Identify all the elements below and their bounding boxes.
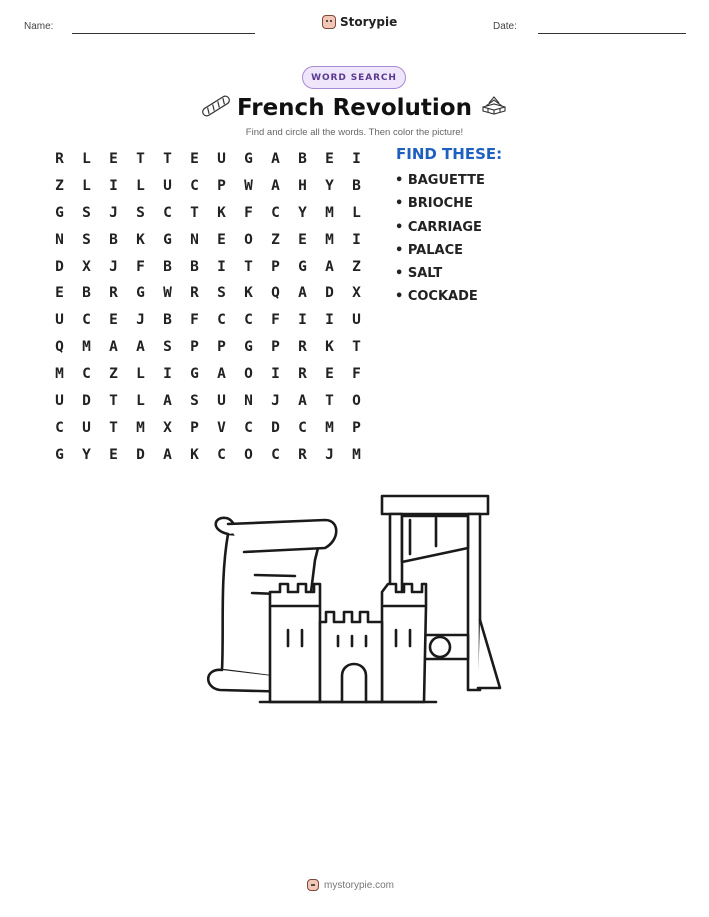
grid-cell[interactable]: R <box>298 366 307 383</box>
grid-cell[interactable]: A <box>163 393 172 410</box>
date-field-line[interactable] <box>538 33 686 34</box>
instructions: Find and circle all the words. Then color the picture! <box>245 127 464 138</box>
grid-cell[interactable]: S <box>82 204 91 221</box>
grid-cell[interactable]: G <box>190 366 199 383</box>
grid-cell[interactable]: J <box>136 312 145 329</box>
grid-cell[interactable]: B <box>190 258 199 275</box>
grid-cell[interactable]: I <box>352 151 361 167</box>
grid-cell[interactable]: P <box>217 339 226 356</box>
illustration <box>200 490 510 710</box>
grid-cell[interactable]: S <box>136 204 145 221</box>
grid-cell[interactable]: V <box>217 419 226 436</box>
grid-cell[interactable]: C <box>271 446 280 463</box>
grid-cell[interactable]: C <box>244 419 253 436</box>
grid-cell[interactable]: R <box>298 446 307 463</box>
grid-cell[interactable]: G <box>136 285 145 302</box>
grid-cell[interactable]: A <box>136 339 145 356</box>
grid-cell[interactable]: E <box>298 231 307 248</box>
grid-row <box>46 442 370 469</box>
grid-cell[interactable]: C <box>217 446 226 463</box>
word-search-badge: WORD SEARCH <box>302 66 406 89</box>
word-list-heading: FIND THESE: <box>396 145 503 163</box>
grid-cell[interactable]: Z <box>55 177 64 194</box>
grid-cell[interactable]: C <box>82 366 91 383</box>
castle-illustration <box>260 584 436 702</box>
grid-cell[interactable]: C <box>244 312 253 329</box>
grid-cell[interactable]: R <box>55 151 64 167</box>
grid-cell[interactable]: L <box>82 177 91 194</box>
grid-cell[interactable]: C <box>217 312 226 329</box>
grid-cell[interactable]: X <box>352 285 361 302</box>
grid-cell[interactable]: P <box>271 258 280 275</box>
grid-cell[interactable]: G <box>244 339 253 356</box>
word-list-item: • COCKADE <box>395 289 478 305</box>
grid-cell[interactable]: T <box>352 339 361 356</box>
footer <box>307 879 394 891</box>
grid-cell[interactable]: A <box>271 151 280 167</box>
grid-cell[interactable]: S <box>163 339 172 356</box>
grid-cell[interactable]: Z <box>352 258 361 275</box>
grid-cell[interactable]: U <box>55 393 64 410</box>
grid-cell[interactable]: G <box>55 446 64 463</box>
word-list-item: • CARRIAGE <box>395 219 482 235</box>
grid-cell[interactable]: E <box>109 151 118 167</box>
grid-cell[interactable]: T <box>109 419 118 436</box>
grid-cell[interactable]: X <box>82 258 91 275</box>
storypie-mascot-icon <box>307 879 319 891</box>
grid-cell[interactable]: J <box>109 204 118 221</box>
grid-cell[interactable]: F <box>271 312 280 329</box>
grid-cell[interactable]: H <box>298 177 307 194</box>
grid-cell[interactable]: T <box>163 151 172 167</box>
grid-cell[interactable]: O <box>244 366 253 383</box>
grid-cell[interactable]: P <box>271 339 280 356</box>
grid-cell[interactable]: B <box>298 151 307 167</box>
grid-cell[interactable]: B <box>163 312 172 329</box>
grid-row <box>46 361 370 388</box>
grid-cell[interactable]: U <box>217 151 226 167</box>
grid-cell[interactable]: D <box>82 393 91 410</box>
grid-cell[interactable]: E <box>55 285 64 302</box>
grid-cell[interactable]: B <box>163 258 172 275</box>
grid-row <box>46 200 370 227</box>
grid-row <box>46 227 370 254</box>
grid-cell[interactable]: I <box>271 366 280 383</box>
cake-icon <box>480 94 508 116</box>
grid-cell[interactable]: M <box>55 366 64 383</box>
grid-cell[interactable]: A <box>109 339 118 356</box>
grid-cell[interactable]: K <box>325 339 334 356</box>
grid-row <box>46 334 370 361</box>
grid-cell[interactable]: M <box>136 419 145 436</box>
grid-cell[interactable]: G <box>298 258 307 275</box>
grid-cell[interactable]: C <box>82 312 91 329</box>
grid-row <box>46 307 370 334</box>
grid-cell[interactable]: Z <box>109 366 118 383</box>
grid-cell[interactable]: S <box>82 231 91 248</box>
grid-cell[interactable]: Q <box>55 339 64 356</box>
grid-cell[interactable]: P <box>190 419 199 436</box>
grid-cell[interactable]: D <box>136 446 145 463</box>
name-field-line[interactable] <box>72 33 255 34</box>
grid-cell[interactable]: W <box>244 177 253 194</box>
grid-cell[interactable]: L <box>82 151 91 167</box>
grid-cell[interactable]: E <box>109 312 118 329</box>
grid-cell[interactable]: K <box>217 204 226 221</box>
brand-logo <box>322 12 397 32</box>
grid-cell[interactable]: R <box>298 339 307 356</box>
grid-row <box>46 280 370 307</box>
grid-cell[interactable]: D <box>271 419 280 436</box>
grid-cell[interactable]: K <box>244 285 253 302</box>
grid-cell[interactable]: I <box>352 231 361 248</box>
grid-cell[interactable]: A <box>163 446 172 463</box>
grid-cell[interactable]: J <box>325 446 334 463</box>
grid-cell[interactable]: E <box>325 366 334 383</box>
grid-cell[interactable]: R <box>109 285 118 302</box>
storypie-mascot-icon <box>322 15 336 29</box>
grid-cell[interactable]: U <box>352 312 361 329</box>
grid-cell[interactable]: E <box>217 231 226 248</box>
grid-cell[interactable]: A <box>271 177 280 194</box>
grid-cell[interactable]: B <box>352 177 361 194</box>
grid-cell[interactable]: C <box>163 204 172 221</box>
grid-row <box>46 146 370 173</box>
grid-cell[interactable]: P <box>352 419 361 436</box>
word-list-item: • SALT <box>395 266 443 282</box>
grid-cell[interactable]: J <box>109 258 118 275</box>
grid-cell[interactable]: U <box>55 312 64 329</box>
grid-cell[interactable]: O <box>244 231 253 248</box>
grid-cell[interactable]: F <box>352 366 361 383</box>
grid-cell[interactable]: A <box>298 393 307 410</box>
grid-cell[interactable]: I <box>325 312 334 329</box>
grid-cell[interactable]: C <box>298 419 307 436</box>
grid-cell[interactable]: S <box>190 393 199 410</box>
brand-name: Storypie <box>340 15 398 29</box>
grid-cell[interactable]: O <box>244 446 253 463</box>
grid-cell[interactable]: W <box>163 285 172 302</box>
grid-cell[interactable]: I <box>217 258 226 275</box>
grid-cell[interactable]: O <box>352 393 361 410</box>
grid-row <box>46 415 370 442</box>
grid-row <box>46 254 370 281</box>
grid-cell[interactable]: C <box>55 419 64 436</box>
grid-cell[interactable]: K <box>136 231 145 248</box>
grid-cell[interactable]: T <box>325 393 334 410</box>
grid-cell[interactable]: G <box>244 151 253 167</box>
grid-cell[interactable]: M <box>325 419 334 436</box>
grid-cell[interactable]: N <box>55 231 64 248</box>
grid-cell[interactable]: L <box>136 393 145 410</box>
page-title: French Revolution <box>237 95 472 121</box>
grid-cell[interactable]: E <box>325 151 334 167</box>
grid-cell[interactable]: M <box>325 231 334 248</box>
grid-cell[interactable]: U <box>217 393 226 410</box>
letter-grid[interactable] <box>46 146 370 469</box>
footer-url[interactable]: mystorypie.com <box>324 879 395 891</box>
grid-cell[interactable]: P <box>190 339 199 356</box>
name-label: Name: <box>24 21 54 32</box>
grid-cell[interactable]: Z <box>271 231 280 248</box>
grid-cell[interactable]: F <box>190 312 199 329</box>
grid-cell[interactable]: N <box>244 393 253 410</box>
grid-cell[interactable]: A <box>325 258 334 275</box>
grid-cell[interactable]: G <box>163 231 172 248</box>
grid-cell[interactable]: J <box>271 393 280 410</box>
grid-cell[interactable]: Y <box>82 446 91 463</box>
grid-cell[interactable]: T <box>244 258 253 275</box>
grid-cell[interactable]: Q <box>271 285 280 302</box>
word-list-item: • PALACE <box>395 242 463 258</box>
grid-cell[interactable]: C <box>190 177 199 194</box>
grid-cell[interactable]: C <box>271 204 280 221</box>
grid-cell[interactable]: M <box>325 204 334 221</box>
grid-cell[interactable]: T <box>136 151 145 167</box>
grid-cell[interactable]: B <box>109 231 118 248</box>
grid-cell[interactable]: U <box>82 419 91 436</box>
grid-cell[interactable]: M <box>82 339 91 356</box>
grid-cell[interactable]: X <box>163 419 172 436</box>
grid-cell[interactable]: I <box>298 312 307 329</box>
grid-cell[interactable]: Y <box>298 204 307 221</box>
grid-cell[interactable]: T <box>109 393 118 410</box>
grid-cell[interactable]: I <box>109 177 118 194</box>
grid-cell[interactable]: L <box>136 366 145 383</box>
grid-cell[interactable]: E <box>109 446 118 463</box>
grid-cell[interactable]: K <box>190 446 199 463</box>
grid-row <box>46 173 370 200</box>
grid-cell[interactable]: I <box>163 366 172 383</box>
grid-cell[interactable]: M <box>352 446 361 463</box>
grid-cell[interactable]: P <box>217 177 226 194</box>
grid-row <box>46 388 370 415</box>
grid-cell[interactable]: G <box>55 204 64 221</box>
grid-cell[interactable]: E <box>190 151 199 167</box>
word-list-item: • BAGUETTE <box>395 173 485 188</box>
grid-cell[interactable]: A <box>217 366 226 383</box>
grid-cell[interactable]: F <box>136 258 145 275</box>
grid-cell[interactable]: D <box>55 258 64 275</box>
word-list-item: • BRIOCHE <box>395 196 473 212</box>
word-list <box>395 172 485 312</box>
grid-cell[interactable]: D <box>325 285 334 302</box>
grid-cell[interactable]: B <box>82 285 91 302</box>
grid-cell[interactable]: Y <box>325 177 334 194</box>
grid-cell[interactable]: S <box>217 285 226 302</box>
grid-cell[interactable]: R <box>190 285 199 302</box>
date-label: Date: <box>493 21 517 32</box>
grid-cell[interactable]: U <box>163 177 172 194</box>
grid-cell[interactable]: F <box>244 204 253 221</box>
grid-cell[interactable]: N <box>190 231 199 248</box>
grid-cell[interactable]: A <box>298 285 307 302</box>
grid-cell[interactable]: T <box>190 204 199 221</box>
grid-cell[interactable]: L <box>136 177 145 194</box>
grid-cell[interactable]: L <box>352 204 361 221</box>
